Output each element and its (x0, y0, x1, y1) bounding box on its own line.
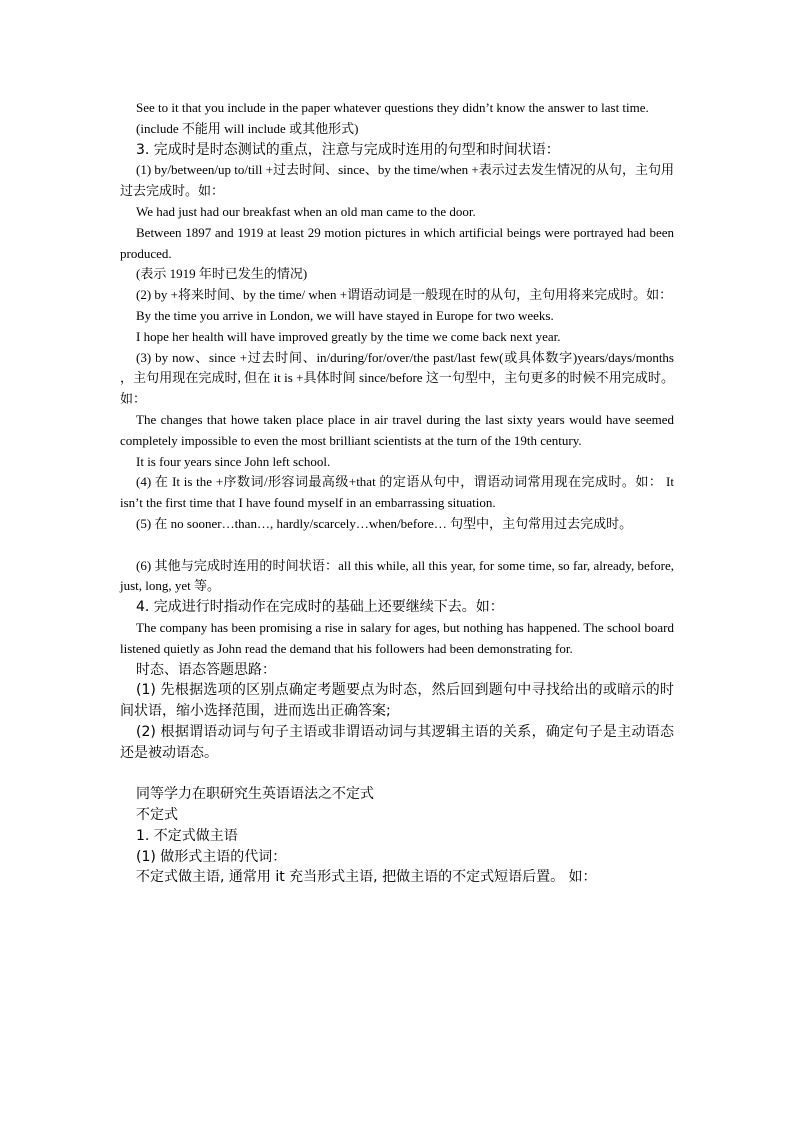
example-sentence: By the time you arrive in London, we will have stayed in Europe for two weeks. (136, 307, 554, 323)
spacer (120, 764, 674, 785)
example-sentence: It is four years since John left school. (136, 453, 331, 469)
note: (include 不能用 will include 或其他形式) (136, 120, 359, 136)
chapter-title: 同等学力在职研究生英语语法之不定式 (136, 786, 374, 803)
example-sentence: The changes that howe taken place place in air travel during the last sixty years would have seemed completely impossible to even the most brilliant scientists at the turn of the 19th century. (120, 411, 674, 448)
section-heading: 1. 不定式做主语 (136, 827, 238, 844)
rule-paragraph: (4) 在 It is the +序数词/形容词最高级+that 的定语从句中，谓语动词常用现在完成时。如： It isn’t the first time that I have found myself in an embarrassing situation. (120, 474, 674, 511)
tip-paragraph: (1) 先根据选项的区别点确定考题要点为时态，然后回到题句中寻找给出的或暗示的时间状语，缩小选择范围，进而选出正确答案; (120, 682, 674, 720)
example-sentence: The company has been promising a rise in salary for ages, but nothing has happened. The school board listened quietly as John read the demand that his followers had been demonstrating for. (120, 619, 674, 656)
section-heading: 时态、语态答题思路： (136, 661, 276, 678)
section-heading: 不定式 (136, 807, 178, 824)
example-sentence: Between 1897 and 1919 at least 29 motion pictures in which artificial beings were portrayed had been produced. (120, 224, 674, 261)
rule-paragraph: (2) by +将来时间、by the time/ when +谓语动词是一般现在时的从句，主句用将来完成时。如： (136, 287, 673, 303)
section-heading: 3. 完成时是时态测试的重点，注意与完成时连用的句型和时间状语： (136, 141, 560, 158)
rule-paragraph: (3) by now、since +过去时间、in/during/for/over/the past/last few(或具体数字)years/days/months ，主句用现在完成时, 但在 it is +具体时间 since/before 这一句型中，主句更多的时候不用完成时。如： (120, 349, 674, 407)
document-page (120, 98, 674, 888)
example-sentence: See to it that you include in the paper whatever questions they didn’t know the answer to last time. (136, 100, 649, 115)
note: (表示 1919 年时已发生的情况) (136, 266, 308, 282)
rule-paragraph: 不定式做主语, 通常用 it 充当形式主语, 把做主语的不定式短语后置。 如： (136, 869, 597, 886)
rule-paragraph: (6) 其他与完成时连用的时间状语：all this while, all this year, for some time, so far, already, before, just, long, yet 等。 (120, 557, 674, 594)
rule-paragraph: (1) by/between/up to/till +过去时间、since、by the time/when +表示过去发生情况的从句，主句用过去完成时。如： (120, 162, 674, 199)
example-sentence: I hope her health will have improved greatly by the time we come back next year. (136, 328, 561, 344)
example-sentence: We had just had our breakfast when an old man came to the door. (136, 203, 476, 219)
tip-paragraph: (2) 根据谓语动词与句子主语或非谓语动词与其逻辑主语的关系，确定句子是主动语态还是被动语态。 (120, 723, 674, 761)
rule-paragraph: (5) 在 no sooner…than…, hardly/scarcely…when/before… 句型中，主句常用过去完成时。 (136, 515, 633, 531)
spacer (120, 535, 674, 556)
section-heading: 4. 完成进行时指动作在完成时的基础上还要继续下去。如： (136, 599, 504, 616)
sub-heading: (1) 做形式主语的代词： (136, 848, 287, 865)
